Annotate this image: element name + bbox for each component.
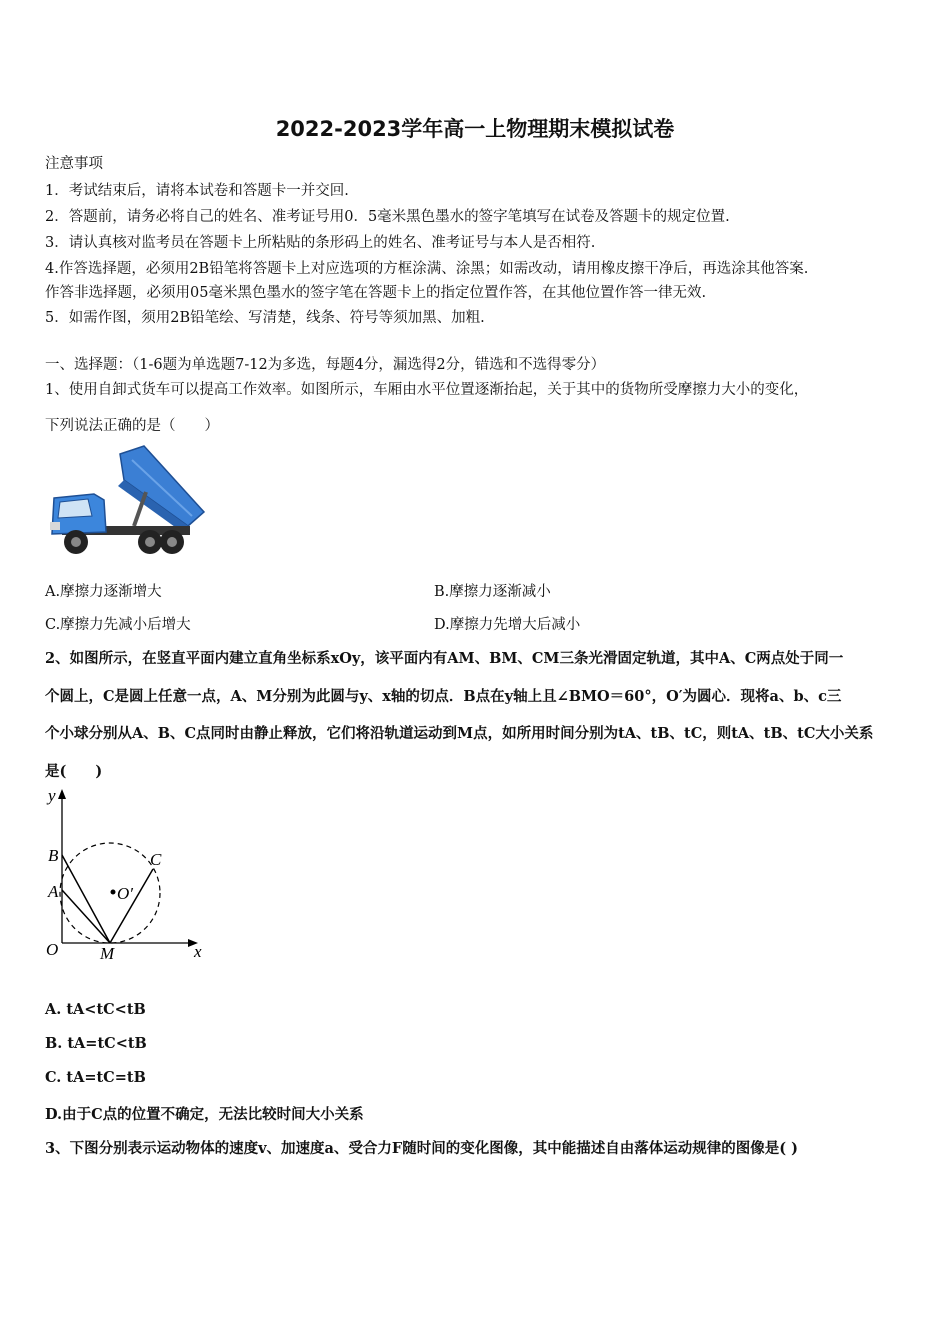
- question-1-line: 下列说法正确的是（ ）: [45, 418, 219, 434]
- figure-label-a: A: [48, 882, 59, 901]
- question-2-line: 个小球分别从A、B、C点同时由静止释放，它们将沿轨道运动到M点，如所用时间分别为tA、tB、tC，则tA、tB、tC大小关系: [45, 725, 874, 742]
- dump-truck-image: [42, 440, 206, 560]
- option-d: D.摩擦力先增大后减小: [434, 617, 581, 633]
- page-title: 2022-2023学年高一上物理期末模拟试卷: [275, 117, 675, 141]
- question-3-line: 3、下图分别表示运动物体的速度v、加速度a、受合力F随时间的变化图像，其中能描述自由落体运动规律的图像是( ): [45, 1140, 798, 1157]
- figure-label-b: B: [48, 846, 59, 865]
- section-heading: 一、选择题：（1-6题为单选题7-12为多选，每题4分，漏选得2分，错选和不选得零分）: [45, 357, 606, 373]
- notice-item: 4.作答选择题，必须用2B铅笔将答题卡上对应选项的方框涂满、涂黑；如需改动，请用橡皮擦干净后，再选涂其他答案.: [45, 261, 809, 277]
- figure-label-y: y: [48, 786, 56, 805]
- figure-label-m: M: [100, 944, 115, 963]
- question-2-line: 2、如图所示，在竖直平面内建立直角坐标系xOy，该平面内有AM、BM、CM三条光滑固定轨道，其中A、C两点处于同一: [45, 650, 844, 667]
- figure-label-center: O′: [117, 884, 133, 903]
- option-c: C.摩擦力先减小后增大: [45, 617, 191, 633]
- option-d: D.由于C点的位置不确定，无法比较时间大小关系: [45, 1106, 364, 1123]
- option-b: B.摩擦力逐渐减小: [434, 584, 551, 600]
- notice-heading: 注意事项: [45, 156, 103, 172]
- option-b: B. tA=tC<tB: [45, 1035, 147, 1052]
- question-1-line: 1、使用自卸式货车可以提高工作效率。如图所示，车厢由水平位置逐渐抬起，关于其中的货物所受摩擦力大小的变化，: [45, 382, 809, 398]
- question-2-line: 个圆上，C是圆上任意一点，A、M分别为此圆与y、x轴的切点．B点在y轴上且∠BMO＝60°，O′为圆心．现将a、b、c三: [45, 688, 842, 705]
- figure-label-x: x: [194, 942, 202, 961]
- notice-item: 2．答题前，请务必将自己的姓名、准考证号用0．5毫米黑色墨水的签字笔填写在试卷及答题卡的规定位置.: [45, 209, 730, 225]
- option-a: A. tA<tC<tB: [45, 1001, 146, 1018]
- option-c: C. tA=tC=tB: [45, 1069, 146, 1086]
- coordinate-figure: [40, 785, 210, 965]
- notice-item: 1．考试结束后，请将本试卷和答题卡一并交回.: [45, 183, 349, 199]
- notice-item: 5．如需作图，须用2B铅笔绘、写清楚，线条、符号等须加黑、加粗.: [45, 310, 485, 326]
- question-2-line: 是( ): [45, 763, 103, 780]
- option-a: A.摩擦力逐渐增大: [45, 584, 162, 600]
- figure-label-o: O: [46, 940, 59, 959]
- notice-item: 3．请认真核对监考员在答题卡上所粘贴的条形码上的姓名、准考证号与本人是否相符.: [45, 235, 596, 251]
- notice-item: 作答非选择题，必须用05毫米黑色墨水的签字笔在答题卡上的指定位置作答，在其他位置作答一律无效.: [45, 285, 707, 301]
- figure-label-c: C: [150, 850, 162, 869]
